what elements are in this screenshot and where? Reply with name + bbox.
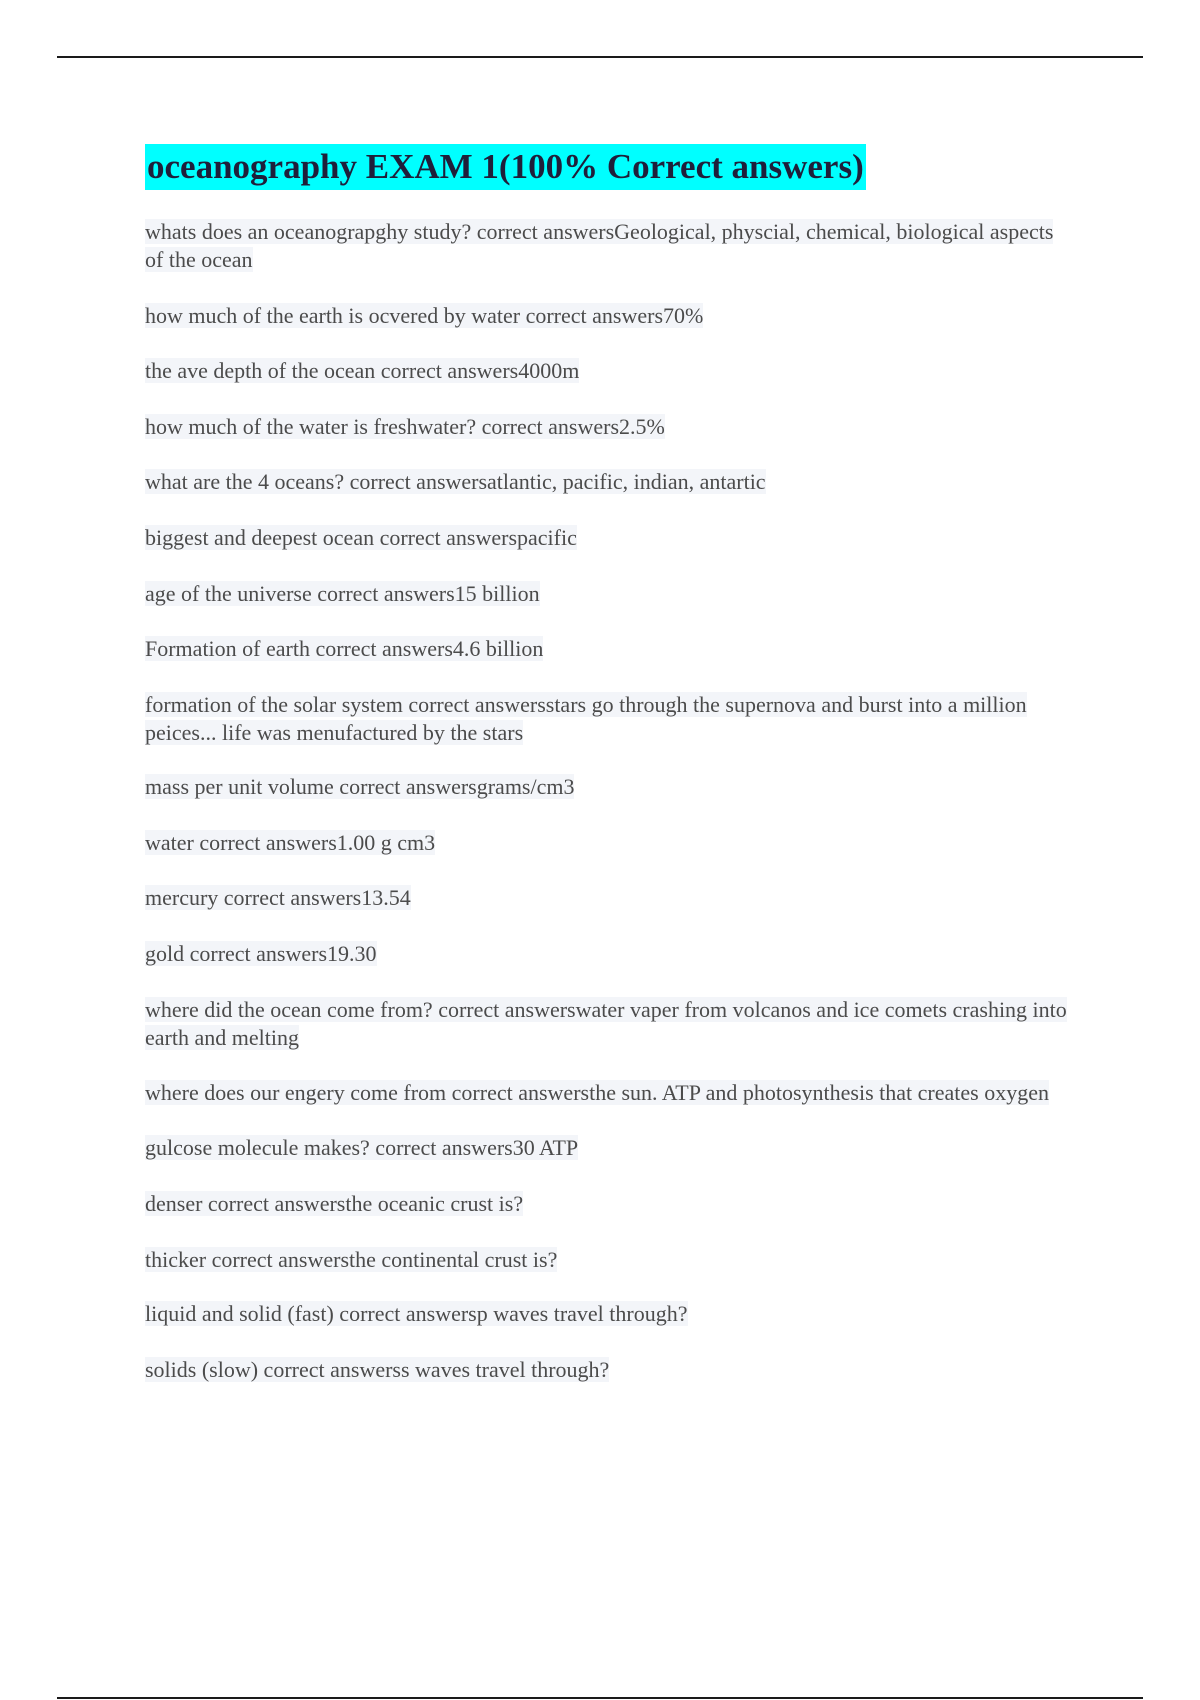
qa-item: formation of the solar system correct answersstars go through the supernova and burst into a million peices... life was menufactured by the stars <box>145 692 1027 745</box>
qa-item: what are the 4 oceans? correct answersatlantic, pacific, indian, antartic <box>145 469 766 494</box>
qa-item: gulcose molecule makes? correct answers30 ATP <box>145 1135 579 1160</box>
qa-item: mercury correct answers13.54 <box>145 885 411 910</box>
qa-item: how much of the earth is ocvered by water correct answers70% <box>145 303 704 328</box>
qa-item: water correct answers1.00 g cm3 <box>145 830 436 855</box>
qa-item: how much of the water is freshwater? correct answers2.5% <box>145 414 665 439</box>
qa-item: thicker correct answersthe continental crust is? <box>145 1247 558 1272</box>
qa-item: biggest and deepest ocean correct answerspacific <box>145 525 577 550</box>
qa-item: whats does an oceanograpghy study? correct answersGeological, physcial, chemical, biological aspects of the ocean <box>145 219 1054 272</box>
qa-item: Formation of earth correct answers4.6 billion <box>145 636 544 661</box>
qa-item: the ave depth of the ocean correct answers4000m <box>145 358 580 383</box>
qa-item: where did the ocean come from? correct answerswater vaper from volcanos and ice comets crashing into earth and melting <box>145 997 1067 1050</box>
qa-item: gold correct answers19.30 <box>145 941 377 966</box>
qa-item: solids (slow) correct answerss waves travel through? <box>145 1357 610 1382</box>
top-rule <box>57 56 1143 58</box>
qa-item: age of the universe correct answers15 billion <box>145 581 540 606</box>
bottom-rule <box>57 1697 1143 1699</box>
qa-item: where does our engery come from correct answersthe sun. ATP and photosynthesis that creates oxygen <box>145 1080 1049 1105</box>
qa-item: denser correct answersthe oceanic crust is? <box>145 1191 524 1216</box>
qa-item: liquid and solid (fast) correct answersp waves travel through? <box>145 1301 688 1326</box>
document-title: oceanography EXAM 1(100% Correct answers) <box>145 144 866 190</box>
document-body <box>145 144 1075 1384</box>
qa-item: mass per unit volume correct answersgrams/cm3 <box>145 774 575 799</box>
